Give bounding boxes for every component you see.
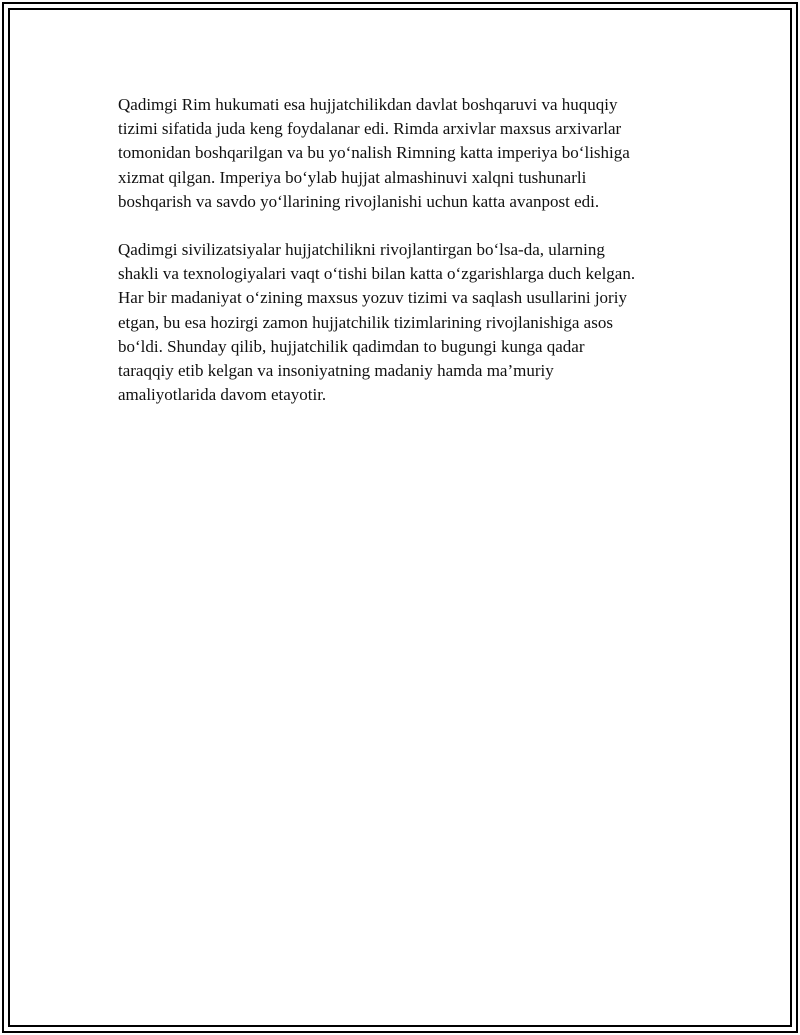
paragraph-line: tizimi sifatida juda keng foydalanar edi. Rimda arxivlar maxsus arxivarlar xyxy=(118,119,622,139)
paragraph-2 xyxy=(118,238,698,407)
paragraph-line: shakli va texnologiyalari vaqt o‘tishi bilan katta o‘zgarishlarga duch kelgan. xyxy=(118,264,636,284)
paragraph-1 xyxy=(118,93,698,214)
paragraph-line: Qadimgi Rim hukumati esa hujjatchilikdan davlat boshqaruvi va huquqiy xyxy=(118,95,618,114)
paragraph-line: Har bir madaniyat o‘zining maxsus yozuv tizimi va saqlash usullarini joriy xyxy=(118,288,627,308)
paragraph-line: amaliyotlarida davom etayotir. xyxy=(118,385,327,405)
paragraph-line: boshqarish va savdo yo‘llarining rivojlanishi uchun katta avanpost edi. xyxy=(118,191,600,211)
paragraph-line: xizmat qilgan. Imperiya bo‘ylab hujjat almashinuvi xalqni tushunarli xyxy=(118,167,587,187)
document-body xyxy=(118,93,698,431)
paragraph-line: taraqqiy etib kelgan va insoniyatning madaniy hamda ma’muriy xyxy=(118,361,554,381)
paragraph-line: tomonidan boshqarilgan va bu yo‘nalish Rimning katta imperiya bo‘lishiga xyxy=(118,143,630,163)
paragraph-line: etgan, bu esa hozirgi zamon hujjatchilik tizimlarining rivojlanishiga asos xyxy=(118,312,613,332)
paragraph-line: Qadimgi sivilizatsiyalar hujjatchilikni rivojlantirgan bo‘lsa-da, ularning xyxy=(118,240,605,260)
paragraph-line: bo‘ldi. Shunday qilib, hujjatchilik qadimdan to bugungi kunga qadar xyxy=(118,336,585,356)
